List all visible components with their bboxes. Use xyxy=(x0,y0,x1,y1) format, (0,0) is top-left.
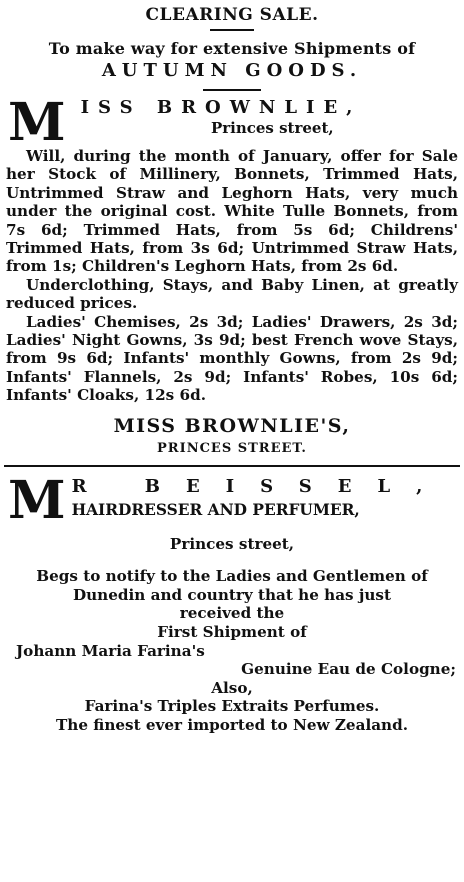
beissel-street: Princes street, xyxy=(169,534,295,553)
brownlie-footer-name: MISS BROWNLIE'S, xyxy=(113,414,351,437)
beissel-line-2: Dunedin and country that he has just xyxy=(72,585,392,604)
beissel-advertisement xyxy=(0,467,464,735)
beissel-line-1: Begs to notify to the Ladies and Gentlemen of xyxy=(36,567,428,586)
shipments-line: To make way for extensive Shipments of xyxy=(48,39,416,58)
drop-cap-m: M xyxy=(8,92,75,153)
brownlie-para-3: Ladies' Chemises, 2s 3d; Ladies' Drawers, 2s 3d; Ladies' Night Gowns, 3s 9d; best French wove Stays, from 9s 6d; Infants' monthly Gowns, from 2s 9d; Infants' Flannels, 2s 9d; Infants' Robes, 10s 6d; Infants' Cloaks, 12s 6d. xyxy=(6,312,458,405)
beissel-line-7: Also, xyxy=(211,678,253,697)
beissel-line-5: Johann Maria Farina's xyxy=(16,641,205,660)
brownlie-advertisement xyxy=(0,91,464,465)
brownlie-para-2: Underclothing, Stays, and Baby Linen, at greatly reduced prices. xyxy=(6,275,458,313)
beissel-line-8: Farina's Triples Extraits Perfumes. xyxy=(84,697,380,716)
brownlie-footer-street: PRINCES STREET. xyxy=(157,440,307,456)
spacer xyxy=(0,553,464,567)
beissel-line-4: First Shipment of xyxy=(157,623,307,642)
autumn-goods-line: AUTUMN GOODS. xyxy=(101,60,363,81)
brownlie-name: ISS BROWNLIE, xyxy=(80,97,362,118)
clearing-sale-title: CLEARING SALE. xyxy=(145,5,319,25)
beissel-line-3: received the xyxy=(179,604,285,623)
brownlie-para-1: Will, during the month of January, offer for Sale her Stock of Millinery, Bonnets, Trimmed Hats, Untrimmed Straw and Leghorn Hats, very much under the original cost. White Tulle Bonnets, from 7s 6d; Trimmed Hats, from 5s 6d; Childrens' Trimmed Hats, from 3s 6d; Untrimmed Straw Hats, from 1s; Children's Leghorn Hats, from 2s 6d. xyxy=(6,147,458,276)
beissel-trade: HAIRDRESSER AND PERFUMER, xyxy=(71,500,360,519)
drop-cap-m: M xyxy=(8,469,66,531)
beissel-line-6: Genuine Eau de Cologne; xyxy=(241,660,456,679)
beissel-line-9: The finest ever imported to New Zealand. xyxy=(56,716,408,735)
spacer xyxy=(0,521,464,535)
beissel-name: R BEISSEL, xyxy=(71,475,449,497)
brownlie-street: Princes street, xyxy=(210,119,334,137)
